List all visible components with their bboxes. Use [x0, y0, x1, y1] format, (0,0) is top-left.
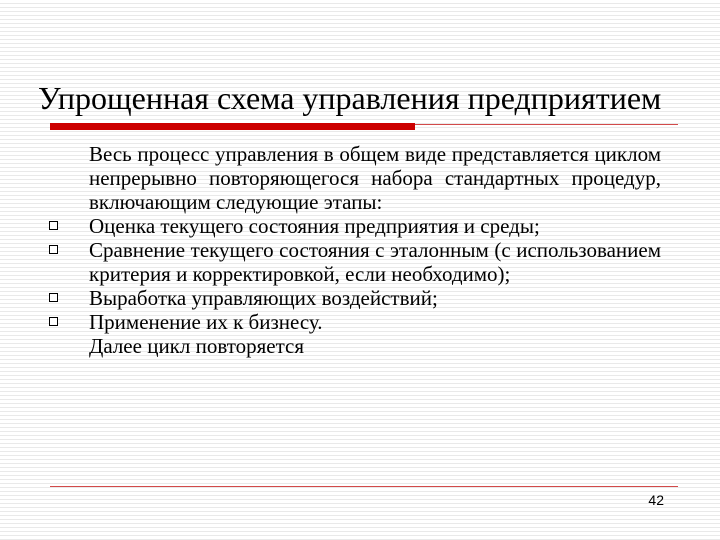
- list-item: [89, 238, 661, 286]
- list-item-text: Применение их к бизнесу.: [89, 310, 323, 334]
- list-item: [89, 286, 661, 310]
- footer-divider: [50, 486, 678, 487]
- list-item-text: Сравнение текущего состояния с эталонным (с использованием критерия и корректировкой, если необходимо);: [89, 238, 661, 286]
- intro-paragraph: Весь процесс управления в общем виде представляется циклом непрерывно повторяющегося набора стандартных процедур, включающим следующие этапы:: [89, 142, 661, 214]
- page-number: 42: [648, 492, 664, 508]
- list-item-text: Выработка управляющих воздействий;: [89, 286, 438, 310]
- hollow-square-bullet-icon: [49, 221, 58, 230]
- hollow-square-bullet-icon: [49, 293, 58, 302]
- list-item-text: Оценка текущего состояния предприятия и среды;: [89, 214, 540, 238]
- hollow-square-bullet-icon: [49, 245, 58, 254]
- outro-paragraph: Далее цикл повторяется: [89, 334, 305, 358]
- title-underline-accent: [50, 123, 415, 130]
- list-item: [89, 310, 661, 334]
- hollow-square-bullet-icon: [49, 317, 58, 326]
- slide-body: [89, 142, 661, 358]
- slide-title: Упрощенная схема управления предприятием: [38, 80, 662, 116]
- list-item: [89, 214, 661, 238]
